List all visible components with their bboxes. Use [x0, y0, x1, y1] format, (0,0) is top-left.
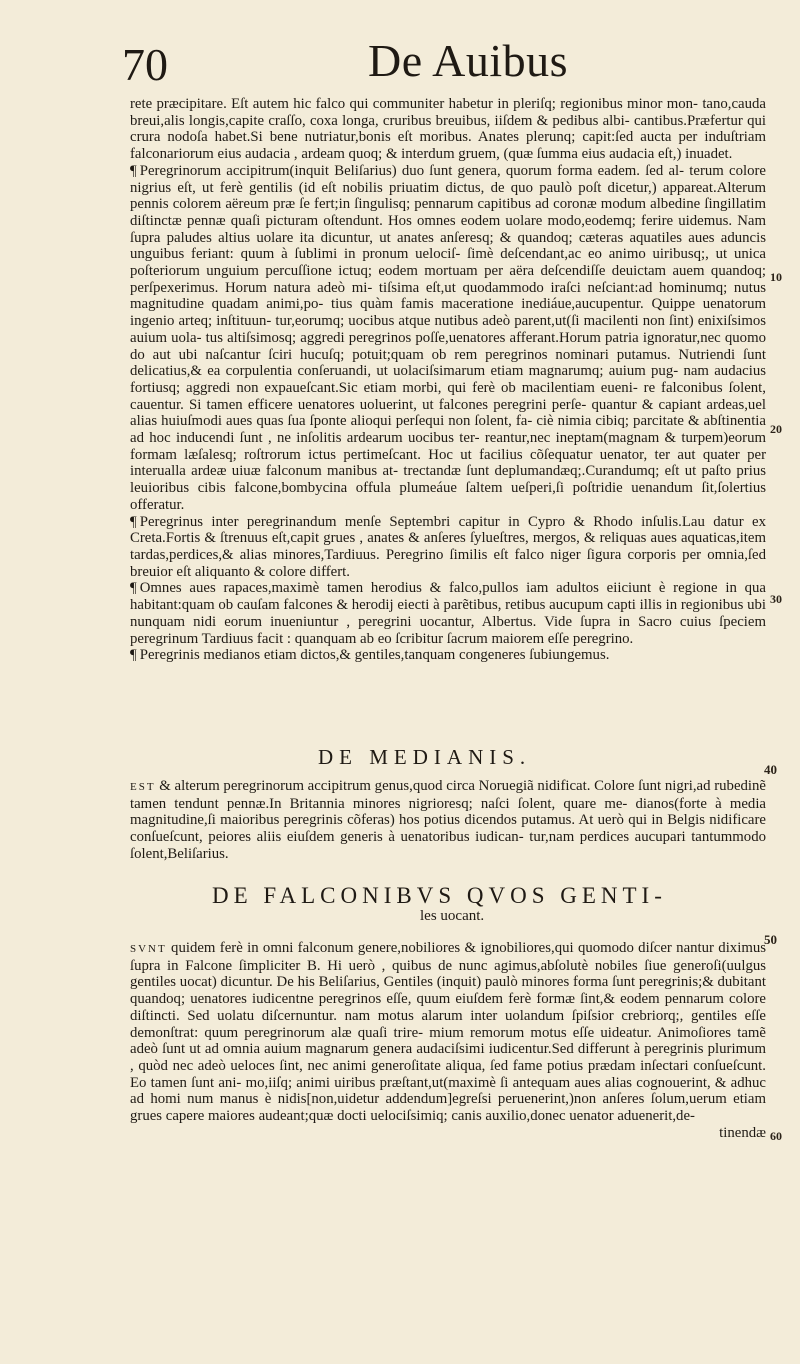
catchword: tinendæ: [719, 1124, 766, 1141]
paragraph: ¶ Peregrinus inter peregrinandum menſe Septembri capitur in Cypro & Rhodo inſulis.Lau datur ex Creta.Fortis & ſtrenuus eſt,capit grues , anates & anſeres ſylueſtres, mergos, & reliquas aues aquaticas,item tardas,perdices,& alias minores,Tardiuus. Peregrino ſimilis eſt falco niger ſigura corporis per omnia,ſed breuior eſt aliquanto & colore differt.: [130, 513, 766, 580]
lead-word: SVNT: [130, 943, 167, 955]
pilcrow-icon: ¶: [130, 513, 137, 530]
section-heading-continued: les uocant.: [420, 908, 485, 924]
pilcrow-icon: ¶: [130, 647, 137, 664]
paragraph: rete præcipitare. Eſt autem hic falco qui communiter habetur in pleriſq; regionibus minor mon- tano,cauda breui,alis longis,capite craſſo, coxa longa, cruribus breuibus, iiſdem & pedibus albi- cantibus.Præfertur qui crura nodoſa habet.Si bene nutriatur,bonis eſt moribus. Anates plerunq; capit:ſed aucta per induſtriam falconariorum eius audacia , ardeam quoq; & interdum gruem, (quæ ſumma eius audacia eſt,) inuadet.: [130, 96, 766, 163]
margin-line-number: 50: [764, 932, 777, 947]
section-peregrine-falcons: [130, 96, 766, 664]
margin-line-number: 60: [770, 1129, 782, 1143]
page-number: 70: [122, 39, 168, 90]
section-medianis: [130, 778, 766, 863]
section-gentiles: [130, 940, 766, 1141]
paragraph: EST & alterum peregrinorum accipitrum genus,quod circa Noruegiã nidificat. Colore ſunt nigri,ad rubedinẽ tamen tendunt pennæ.In Britannia minores nigrioresq; naſci ſolent, quare me- dianos(forte à media magnitudine,ſi maioribus peregrinis cõferas) hos potius dicendos putamus. At uerò qui in Belgis nidificare conſueſcunt, peiores aliis eiuſdem generis à uenatoribus iudican- tur,nam perdices aucupari tantummodo ſolent,Beliſarius.: [130, 778, 766, 862]
pilcrow-icon: ¶: [130, 162, 137, 179]
paragraph: ¶ Peregrinorum accipitrum(inquit Beliſarius) duo ſunt genera, quorum forma eadem. ſed al- terum colore nigrius eſt, ut ferè gentilis (id eſt nobilis priuatim dictus, de quo paulò poſt dicetur,) appareat.Alterum pennis colorem aëreum præ ſe fert;in ſingulisq; pennarum capitibus ad coronæ modum albedine ſingillatim diſtinctæ pennæ quaſi picturam oſtendunt. Hos omnes eodem uolare modo,eodemq; ferire uidemus. Nam ſupra paludes altius uolare ita dicuntur, ut anates anſeresq; & quandoq; cæteras aquatiles aues aduncis unguibus feriant: quum à ſublimi in pronum uelociſ- ſimè deſcendant,ac eo animo uiribusq;, ut unica poſteriorum unguium percuſſione ictuq; eodem mortuam per aëra deſcendiſſe deuictam auem quandoq; perſpexerimus. Horum natura adeò mi- tiſsima eſt,ut quodammodo iraſci neſciant:ad hominumq; nutus magnitudine quadam animi,po- tius quàm famis maceratione inediáue,aucupentur. Quippe uenatorum ingenio arteq; inſtituun- tur,eorumq; uocibus atque nutibus adeò parent,ut(ſi macilenti non ſint) enixiſsimos auium uola- tus altiſsimosq; aggredi peregrinos poſſe,uenatores afferant.Horum patria ignoratur,nec quomo do aut ubi naſcantur ſciri hucuſq; potuit;quam ob rem peregrinos nominari putamus. Nutriendi ſunt delicatius,& ea corpulentia conſeruandi, ut uolaciſsimarum etiam magnarumq; auium pug- nam audacius fortiusq; aggredi non expaueſcant.Sic etiam morbi, qui ferè ob macilentiam eueni- re falconibus ſolent, cauentur. Si tamen efficere uenatores uoluerint, ut falcones peregrini perſe- quantur & capiant ardeas,uel alias huiuſmodi aues quas ſua ſponte alioqui perſequi non ſolent, fa- ciè nimia cibiq; parcitate & abſtinentia ad hoc inducendi ſunt , ne inſolitis ardearum uocibus ter- reantur,nec ineptam(magnam & turpem)eorum formam læſalesq; roſtrorum ictus pertimeſcant. Hoc ut facilius cõſequatur uenator, ter aut quater per interualla ardeæ uiuæ falconum manibus at- trectandæ ſunt deplumandæq;.Curandumq; eſt ut paſto prius leuioribus cibis falcone,bombycina offula plumeáue ſaltem ueſperi,ſi poſtridie uenandum ſit,ſolertius offeratur.: [130, 162, 766, 513]
section-heading: DE FALCONIBVS QVOS GENTI-: [212, 883, 667, 908]
lead-word: EST: [130, 781, 156, 793]
paragraph: ¶ Omnes aues rapaces,maximè tamen herodius & falco,pullos iam adultos eiiciunt è regione in qua habitant:quam ob cauſam falcones & herodij eiecti à parẽtibus, retibus aucupum capti illis in regionibus ubi nunquam nidi eorum inueniuntur , peregrini uocantur, Albertus. Vide ſupra in Sacro cuius ſpeciem peregrinum Tardiuus facit : quanquam ab eo ſcribitur ſacrum maiorem eſſe peregrino.: [130, 580, 766, 647]
margin-line-number: 20: [770, 422, 782, 436]
pilcrow-icon: ¶: [130, 580, 137, 597]
paragraph: SVNT quidem ferè in omni falconum genere,nobiliores & ignobiliores,qui quomodo diſcer nantur diximus ſupra in Falcone ſimpliciter B. Hi uerò , quibus de nunc agimus,abſolutè nobiles ſiue generoſi(uulgus gentiles uocat) dicuntur. De his Beliſarius, Gentiles (inquit) paulò minores forma ſunt peregrinis;& dubitant quandoq; uenatores iudicentne peregrinos eſſe, quum eiuſdem ferè formæ ſint,& eodem pennarum colore diſtincti. Sed uolatu diſcernuntur. nam motus alarum inter uolandum ſpiſsior crebriorq;, gentiles eſſe demonſtrat: quum peregrinorum alæ quaſi trire- mium remorum motus eſſe uideatur. Animoſiores tamẽ adeò ſunt ut ad omnia auium magnarum genera audaciſsimi iudicentur.Sed differunt à peregrinis plurimum , quòd nec adeò ueloces ſint, nec animi generoſitate aliqua, ſed fame potius prædam inſectari conſueſcunt. Eo tamen ſunt ani- mo,iiſq; animi uiribus præſtant,ut(maximè ſi antequam aues alias cognouerint, & adhuc ad homi num manus è nidis[non,uidetur addendum]egreſsi peruenerint,)non anſeres ſolum,uerum etiam grues capere maiores audeant;quæ docti uelociſsimiq; canis auxilio,donec uenator aduenerit,de-: [130, 940, 766, 1125]
margin-line-number: 40: [764, 762, 777, 777]
margin-line-number: 30: [770, 592, 782, 606]
paragraph: ¶ Peregrinis medianos etiam dictos,& gentiles,tanquam congeneres ſubiungemus.: [130, 647, 610, 664]
margin-line-number: 10: [770, 270, 782, 284]
running-head: De Auibus: [368, 35, 568, 86]
section-heading: DE MEDIANIS.: [318, 745, 532, 769]
